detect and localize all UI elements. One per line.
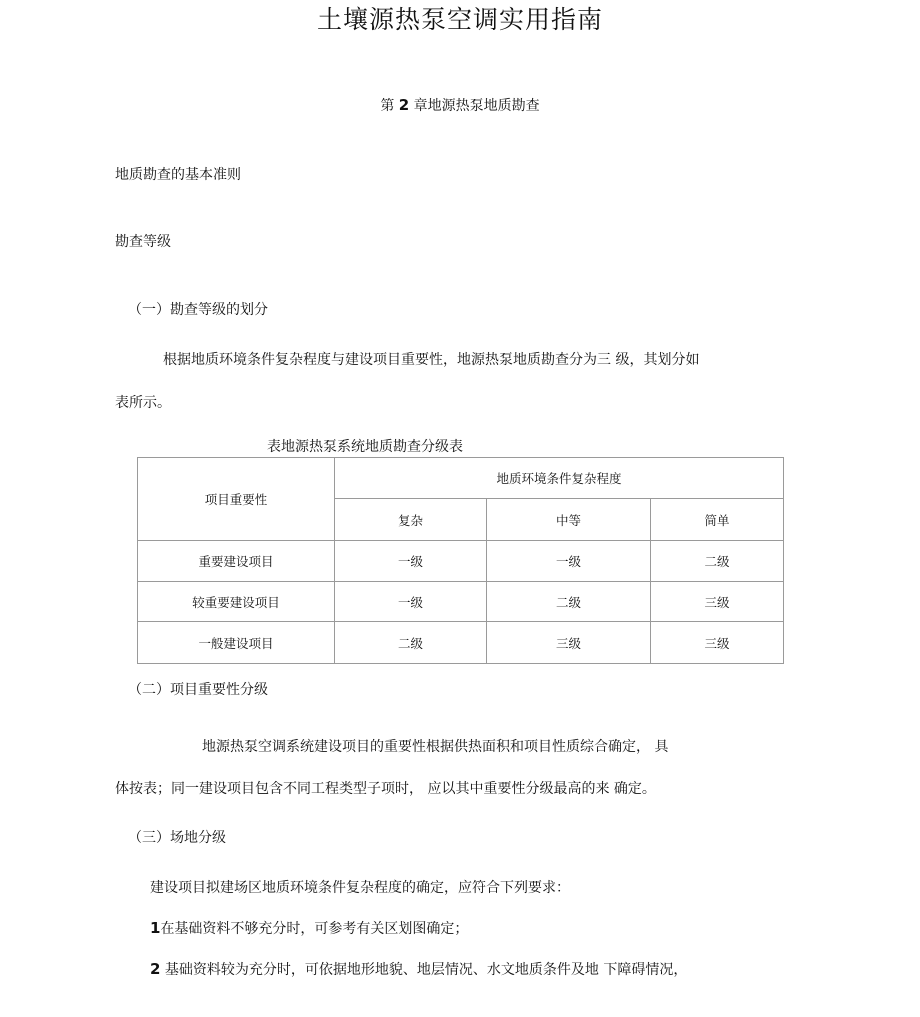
chapter-prefix: 第 <box>380 98 395 114</box>
list-item-text: 基础资料较为充分时，可依据地形地貌、地层情况、水文地质条件及地 下障碍情况， <box>160 962 688 978</box>
chapter-heading <box>0 94 920 117</box>
table-cell: 三级 <box>651 622 784 664</box>
list-item-number: 1 <box>150 919 161 937</box>
table-cell: 一级 <box>335 541 487 582</box>
table-group-header: 地质环境条件复杂程度 <box>335 458 784 499</box>
subsection-heading: 勘查等级 <box>115 234 171 250</box>
item1-heading: （一）勘查等级的划分 <box>128 302 268 318</box>
table-caption: 表地源热泵系统地质勘查分级表 <box>267 439 463 455</box>
item3-heading: （三）场地分级 <box>128 830 226 846</box>
item1-paragraph-line1: 根据地质环境条件复杂程度与建设项目重要性，地源热泵地质勘查分为三 级，其划分如 <box>163 352 700 368</box>
table-cell: 二级 <box>335 622 487 664</box>
table-row-header: 项目重要性 <box>138 458 335 541</box>
column-header-medium: 中等 <box>487 499 651 541</box>
table-row <box>138 541 784 582</box>
table-cell: 一级 <box>487 541 651 582</box>
row-label: 重要建设项目 <box>138 541 335 582</box>
item2-paragraph-line1: 地源热泵空调系统建设项目的重要性根据供热面积和项目性质综合确定， 具 <box>202 739 669 755</box>
table-cell: 二级 <box>487 582 651 622</box>
item2-paragraph-line2: 体按表；同一建设项目包含不同工程类型子项时， 应以其中重要性分级最高的来 确定。 <box>115 781 656 797</box>
chapter-number: 2 <box>398 96 410 114</box>
row-label: 一般建设项目 <box>138 622 335 664</box>
list-item-number: 2 <box>150 960 161 978</box>
table-row <box>138 622 784 664</box>
item3-paragraph: 建设项目拟建场区地质环境条件复杂程度的确定，应符合下列要求： <box>150 880 570 896</box>
table-cell: 三级 <box>487 622 651 664</box>
list-item <box>150 958 687 981</box>
table-row <box>138 582 784 622</box>
column-header-complex: 复杂 <box>335 499 487 541</box>
item1-paragraph-line2: 表所示。 <box>115 395 171 411</box>
row-label: 较重要建设项目 <box>138 582 335 622</box>
section-heading: 地质勘查的基本准则 <box>115 167 241 183</box>
grading-table <box>137 457 784 664</box>
list-item-text: 在基础资料不够充分时，可参考有关区划图确定； <box>160 921 469 937</box>
column-header-simple: 简单 <box>651 499 784 541</box>
table-cell: 一级 <box>335 582 487 622</box>
item2-heading: （二）项目重要性分级 <box>128 682 268 698</box>
table-cell: 三级 <box>651 582 784 622</box>
document-title: 土壤源热泵空调实用指南 <box>316 5 603 34</box>
table-cell: 二级 <box>651 541 784 582</box>
list-item <box>150 917 468 940</box>
chapter-title: 章地源热泵地质勘查 <box>413 98 540 114</box>
